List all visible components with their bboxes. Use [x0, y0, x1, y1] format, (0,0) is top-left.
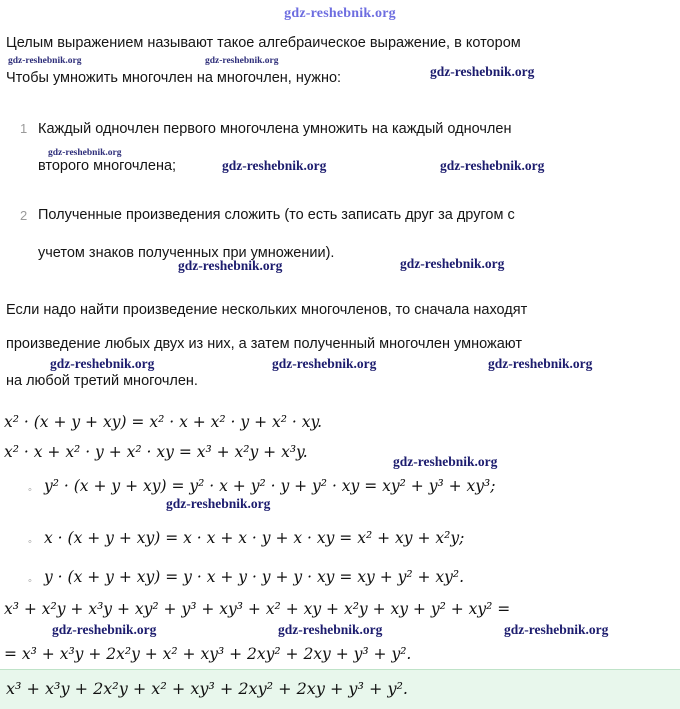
watermark: gdz-reshebnik.org	[50, 356, 155, 371]
note-line-1: Если надо найти произведение нескольких многочленов, то сначала находят	[6, 302, 528, 318]
step-1-line-1: Каждый одночлен первого многочлена умножить на каждый одночлен	[38, 121, 512, 137]
watermark: gdz-reshebnik.org	[272, 356, 377, 371]
bullet-icon: ◦	[28, 536, 32, 548]
math-sum-line-2: = x³ + x³y + 2x²y + x² + xy³ + 2xy² + 2xy + y³ + y².	[4, 645, 412, 663]
watermark-top: gdz-reshebnik.org	[284, 6, 396, 21]
watermark: gdz-reshebnik.org	[48, 148, 122, 158]
watermark: gdz-reshebnik.org	[205, 56, 279, 66]
step-number-2: 2	[20, 208, 28, 223]
note-line-2: произведение любых двух из них, а затем полученный многочлен умножают	[6, 336, 522, 352]
answer-highlight-box	[0, 669, 680, 709]
bullet-icon: ◦	[28, 484, 32, 496]
answer-text: x³ + x³y + 2x²y + x² + xy³ + 2xy² + 2xy + y³ + y².	[6, 679, 408, 698]
intro-paragraph: Целым выражением называют такое алгебраическое выражение, в котором	[6, 35, 521, 51]
watermark: gdz-reshebnik.org	[278, 622, 383, 637]
watermark: gdz-reshebnik.org	[393, 454, 498, 469]
math-bullet-1: y² · (x + y + xy) = y² · x + y² · y + y² · xy = xy² + y³ + xy³;	[44, 477, 496, 495]
note-line-3: на любой третий многочлен.	[6, 373, 198, 389]
math-line-2: x² · x + x² · y + x² · xy = x³ + x²y + x³y.	[4, 443, 308, 461]
step-2-line-2: учетом знаков полученных при умножении).	[38, 245, 335, 261]
math-bullet-2: x · (x + y + xy) = x · x + x · y + x · xy = x² + xy + x²y;	[44, 529, 465, 547]
watermark: gdz-reshebnik.org	[504, 622, 609, 637]
watermark: gdz-reshebnik.org	[222, 158, 327, 173]
watermark: gdz-reshebnik.org	[400, 256, 505, 271]
watermark: gdz-reshebnik.org	[166, 496, 271, 511]
bullet-icon: ◦	[28, 575, 32, 587]
step-1-line-2: второго многочлена;	[38, 158, 177, 174]
watermark: gdz-reshebnik.org	[488, 356, 593, 371]
watermark: gdz-reshebnik.org	[178, 258, 283, 273]
watermark: gdz-reshebnik.org	[440, 158, 545, 173]
step-number-1: 1	[20, 121, 28, 136]
watermark: gdz-reshebnik.org	[52, 622, 157, 637]
math-sum-line-1: x³ + x²y + x³y + xy² + y³ + xy³ + x² + xy + x²y + xy + y² + xy² =	[4, 600, 511, 618]
math-line-1: x² · (x + y + xy) = x² · x + x² · y + x² · xy.	[4, 413, 323, 431]
watermark: gdz-reshebnik.org	[430, 64, 535, 79]
math-bullet-3: y · (x + y + xy) = y · x + y · y + y · xy = xy + y² + xy².	[44, 568, 465, 586]
watermark: gdz-reshebnik.org	[8, 56, 82, 66]
rule-title: Чтобы умножить многочлен на многочлен, нужно:	[6, 70, 342, 86]
step-2-line-1: Полученные произведения сложить (то есть записать друг за другом с	[38, 207, 515, 223]
